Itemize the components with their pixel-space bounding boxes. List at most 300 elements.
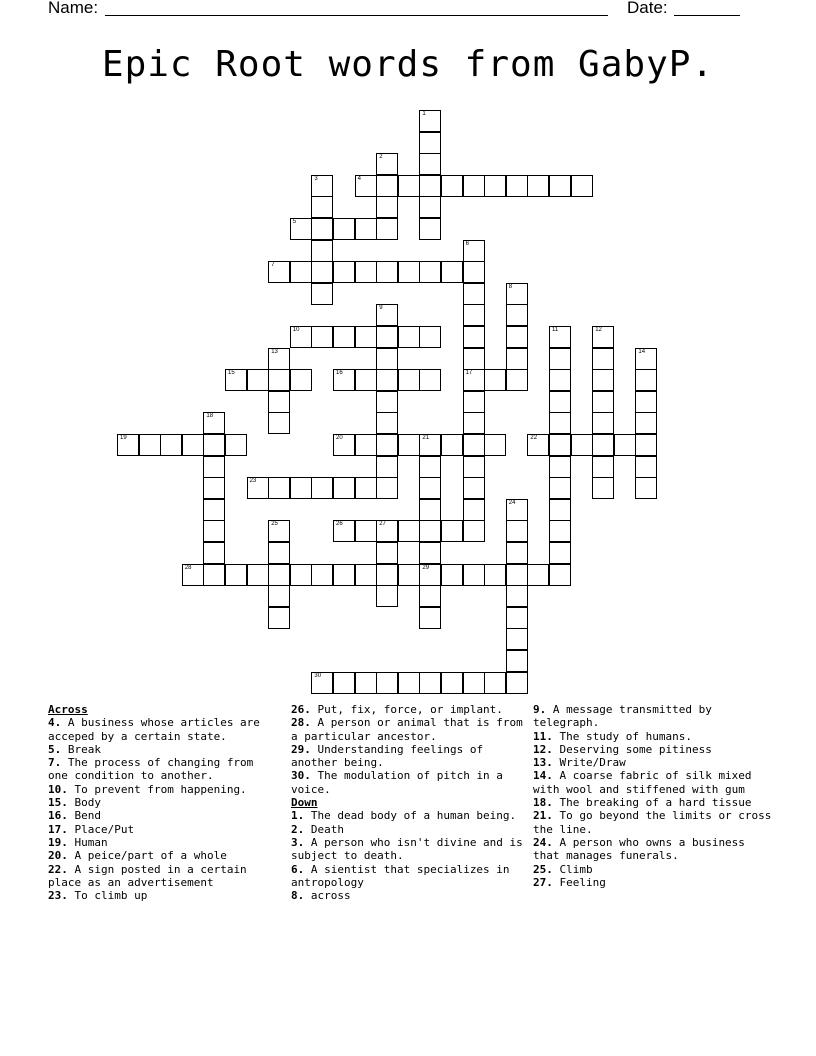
clue-item — [48, 756, 278, 783]
crossword-cell[interactable] — [592, 369, 614, 391]
crossword-cell[interactable] — [376, 196, 398, 218]
clue-number: 9. — [533, 703, 547, 716]
crossword-cell[interactable] — [203, 520, 225, 542]
crossword-cell[interactable] — [398, 369, 420, 391]
crossword-cell[interactable] — [311, 283, 333, 305]
crossword-cell[interactable] — [419, 261, 441, 283]
crossword-cell[interactable] — [441, 175, 463, 197]
crossword-cell[interactable] — [419, 542, 441, 564]
clue-item — [291, 703, 529, 716]
crossword-cell[interactable] — [247, 564, 269, 586]
crossword-cell[interactable] — [268, 607, 290, 629]
clue-text: Feeling — [552, 875, 606, 889]
crossword-cell[interactable] — [268, 585, 290, 607]
crossword-cell[interactable] — [398, 326, 420, 348]
crossword-cell[interactable] — [203, 477, 225, 499]
crossword-cell[interactable] — [506, 304, 528, 326]
clue-item — [533, 863, 778, 876]
crossword-cell[interactable] — [549, 412, 571, 434]
crossword-cell[interactable] — [506, 585, 528, 607]
clue-number: 10. — [48, 782, 68, 796]
clue-number: 7. — [48, 756, 62, 770]
crossword-cell[interactable] — [592, 456, 614, 478]
clue-item — [291, 769, 529, 796]
crossword-cell[interactable] — [203, 456, 225, 478]
crossword-cell[interactable] — [376, 369, 398, 391]
crossword-cell[interactable] — [290, 261, 312, 283]
clue-item — [48, 849, 278, 862]
cell-number: 9 — [379, 305, 383, 312]
crossword-cell[interactable] — [635, 391, 657, 413]
crossword-cell[interactable] — [463, 499, 485, 521]
crossword-cell[interactable] — [484, 672, 506, 694]
crossword-cell[interactable] — [463, 304, 485, 326]
clue-text: Deserving some pitiness — [552, 742, 712, 756]
crossword-cell[interactable] — [203, 434, 225, 456]
crossword-cell[interactable] — [506, 175, 528, 197]
crossword-cell[interactable] — [592, 434, 614, 456]
crossword-cell[interactable] — [441, 434, 463, 456]
clue-number: 13. — [533, 756, 553, 770]
crossword-cell[interactable] — [463, 240, 485, 262]
clue-text: The dead body of a human being. — [304, 809, 517, 823]
clue-number: 27. — [533, 875, 553, 889]
cell-number: 17 — [465, 370, 473, 377]
clue-text: The process of changing from one condition to another. — [48, 756, 254, 783]
crossword-cell[interactable] — [635, 412, 657, 434]
clue-text: Climb — [552, 862, 593, 876]
crossword-cell[interactable] — [225, 434, 247, 456]
clue-number: 4. — [48, 716, 62, 730]
crossword-cell[interactable] — [419, 218, 441, 240]
crossword-cell[interactable] — [355, 672, 377, 694]
crossword-cell[interactable] — [441, 564, 463, 586]
crossword-cell[interactable] — [441, 672, 463, 694]
cell-number: 7 — [271, 262, 275, 269]
crossword-cell[interactable] — [527, 564, 549, 586]
crossword-cell[interactable] — [484, 369, 506, 391]
crossword-cell[interactable] — [463, 261, 485, 283]
crossword-cell[interactable] — [355, 261, 377, 283]
crossword-cell[interactable] — [463, 391, 485, 413]
clue-item — [48, 863, 278, 890]
clue-item — [291, 823, 529, 836]
crossword-cell[interactable] — [549, 477, 571, 499]
crossword-cell[interactable] — [463, 175, 485, 197]
crossword-cell[interactable] — [376, 348, 398, 370]
clue-item — [291, 889, 529, 902]
crossword-cell[interactable] — [376, 261, 398, 283]
crossword-cell[interactable] — [355, 175, 377, 197]
clue-text: A business whose articles are acceped by a certain state. — [48, 716, 260, 743]
crossword-cell[interactable] — [419, 153, 441, 175]
crossword-cell[interactable] — [635, 456, 657, 478]
crossword-cell[interactable] — [419, 110, 441, 132]
clue-column-3 — [533, 703, 778, 889]
crossword-cell[interactable] — [506, 520, 528, 542]
crossword-cell[interactable] — [549, 456, 571, 478]
crossword-cell[interactable] — [419, 434, 441, 456]
crossword-cell[interactable] — [355, 477, 377, 499]
crossword-cell[interactable] — [527, 434, 549, 456]
clue-text: To prevent from happening. — [67, 782, 247, 796]
crossword-cell[interactable] — [355, 520, 377, 542]
cell-number: 24 — [508, 499, 516, 506]
crossword-cell[interactable] — [592, 477, 614, 499]
clue-number: 26. — [291, 703, 311, 716]
crossword-cell[interactable] — [592, 412, 614, 434]
date-label: Date: — [627, 0, 668, 17]
crossword-cell[interactable] — [355, 564, 377, 586]
clue-number: 21. — [533, 809, 553, 823]
crossword-cell[interactable] — [419, 564, 441, 586]
crossword-cell[interactable] — [333, 326, 355, 348]
crossword-cell[interactable] — [635, 477, 657, 499]
crossword-cell[interactable] — [419, 196, 441, 218]
crossword-cell[interactable] — [311, 196, 333, 218]
crossword-cell[interactable] — [311, 564, 333, 586]
cell-number: 28 — [184, 564, 192, 571]
crossword-cell[interactable] — [463, 477, 485, 499]
crossword-cell[interactable] — [355, 369, 377, 391]
clue-number: 5. — [48, 742, 62, 756]
clue-number: 30. — [291, 769, 311, 783]
crossword-cell[interactable] — [592, 348, 614, 370]
crossword-cell[interactable] — [635, 434, 657, 456]
clue-text: A peice/part of a whole — [67, 849, 227, 863]
crossword-cell[interactable] — [549, 175, 571, 197]
crossword-cell[interactable] — [571, 434, 593, 456]
clue-item — [533, 836, 778, 863]
cell-number: 25 — [271, 521, 278, 528]
crossword-cell[interactable] — [139, 434, 161, 456]
crossword-cell[interactable] — [355, 434, 377, 456]
crossword-cell[interactable] — [376, 434, 398, 456]
clue-list — [48, 703, 788, 993]
crossword-cell[interactable] — [549, 499, 571, 521]
crossword-cell[interactable] — [441, 520, 463, 542]
crossword-cell[interactable] — [419, 369, 441, 391]
crossword-cell[interactable] — [247, 369, 269, 391]
clue-item — [48, 809, 278, 822]
crossword-cell[interactable] — [398, 564, 420, 586]
clue-number: 18. — [533, 796, 553, 810]
crossword-cell[interactable] — [182, 564, 204, 586]
crossword-cell[interactable] — [376, 456, 398, 478]
crossword-cell[interactable] — [376, 326, 398, 348]
crossword-cell[interactable] — [463, 434, 485, 456]
clue-number: 29. — [291, 742, 311, 756]
crossword-cell[interactable] — [506, 499, 528, 521]
crossword-cell[interactable] — [635, 348, 657, 370]
crossword-cell[interactable] — [441, 261, 463, 283]
clue-text: A message transmitted by telegraph. — [533, 703, 712, 730]
crossword-cell[interactable] — [549, 564, 571, 586]
crossword-cell[interactable] — [117, 434, 139, 456]
clue-number: 23. — [48, 889, 68, 903]
crossword-cell[interactable] — [419, 326, 441, 348]
crossword-cell[interactable] — [463, 369, 485, 391]
crossword-cell[interactable] — [398, 672, 420, 694]
crossword-cell[interactable] — [463, 564, 485, 586]
clue-text: Put, fix, force, or implant. — [310, 703, 503, 716]
crossword-cell[interactable] — [311, 261, 333, 283]
crossword-cell[interactable] — [333, 261, 355, 283]
crossword-cell[interactable] — [247, 477, 269, 499]
crossword-cell[interactable] — [333, 369, 355, 391]
crossword-cell[interactable] — [376, 542, 398, 564]
cell-number: 22 — [530, 435, 538, 441]
clue-number: 2. — [291, 822, 305, 836]
crossword-cell[interactable] — [203, 412, 225, 434]
crossword-cell[interactable] — [506, 650, 528, 672]
crossword-cell[interactable] — [311, 240, 333, 262]
crossword-cell[interactable] — [419, 672, 441, 694]
clue-number: 20. — [48, 849, 68, 863]
crossword-cell[interactable] — [225, 564, 247, 586]
cell-number: 2 — [379, 154, 383, 161]
crossword-cell[interactable] — [376, 304, 398, 326]
clue-number: 6. — [291, 862, 305, 876]
crossword-cell[interactable] — [290, 369, 312, 391]
clue-number: 19. — [48, 835, 68, 849]
cell-number: 29 — [422, 564, 430, 571]
clue-text: The modulation of pitch in a voice. — [291, 769, 503, 796]
crossword-cell[interactable] — [419, 456, 441, 478]
crossword-cell[interactable] — [311, 672, 333, 694]
clue-text: Write/Draw — [552, 756, 626, 770]
clue-text: Death — [304, 822, 344, 836]
crossword-cell[interactable] — [398, 175, 420, 197]
crossword-cell[interactable] — [268, 412, 290, 434]
name-label: Name: — [48, 0, 99, 17]
clue-item — [48, 796, 278, 809]
clue-item — [533, 703, 778, 730]
clue-number: 8. — [291, 889, 305, 903]
clue-item — [291, 716, 529, 743]
clue-number: 17. — [48, 822, 68, 836]
crossword-cell[interactable] — [419, 520, 441, 542]
crossword-cell[interactable] — [268, 369, 290, 391]
clue-number: 1. — [291, 809, 305, 823]
crossword-cell[interactable] — [527, 175, 549, 197]
crossword-cell[interactable] — [549, 326, 571, 348]
crossword-cell[interactable] — [506, 326, 528, 348]
cell-number: 4 — [357, 175, 361, 182]
crossword-cell[interactable] — [549, 520, 571, 542]
clue-text: Understanding feelings of another being. — [291, 742, 484, 770]
crossword-cell[interactable] — [463, 283, 485, 305]
crossword-cell[interactable] — [376, 153, 398, 175]
crossword-cell[interactable] — [592, 391, 614, 413]
crossword-cell[interactable] — [506, 283, 528, 305]
crossword-cell[interactable] — [463, 520, 485, 542]
crossword-cell[interactable] — [160, 434, 182, 456]
clue-text: A person or animal that is from a particular ancestor. — [291, 716, 523, 743]
crossword-cell[interactable] — [311, 477, 333, 499]
crossword-cell[interactable] — [506, 628, 528, 650]
cell-number: 14 — [638, 348, 646, 355]
crossword-cell[interactable] — [333, 520, 355, 542]
crossword-cell[interactable] — [333, 672, 355, 694]
crossword-cell[interactable] — [419, 477, 441, 499]
clue-number: 24. — [533, 835, 553, 849]
clue-text: A sientist that specializes in antropology — [291, 862, 510, 889]
cell-number: 20 — [336, 435, 343, 441]
crossword-cell[interactable] — [290, 326, 312, 348]
clue-text: Bend — [67, 809, 101, 823]
crossword-cell[interactable] — [419, 175, 441, 197]
crossword-cell[interactable] — [419, 132, 441, 154]
crossword-cell[interactable] — [182, 434, 204, 456]
crossword-cell[interactable] — [549, 542, 571, 564]
clue-text: Body — [67, 796, 101, 810]
clue-number: 3. — [291, 835, 305, 849]
crossword-cell[interactable] — [614, 434, 636, 456]
crossword-cell[interactable] — [376, 564, 398, 586]
crossword-cell[interactable] — [225, 369, 247, 391]
crossword-cell[interactable] — [463, 348, 485, 370]
crossword-cell[interactable] — [549, 391, 571, 413]
clue-column-2 — [291, 703, 529, 902]
cell-number: 8 — [508, 283, 513, 290]
crossword-cell[interactable] — [463, 412, 485, 434]
clue-number: 15. — [48, 796, 68, 810]
crossword-cell[interactable] — [376, 412, 398, 434]
cell-number: 21 — [422, 435, 430, 441]
clue-text: The breaking of a hard tissue — [552, 796, 752, 810]
clue-item — [533, 730, 778, 743]
crossword-cell[interactable] — [376, 585, 398, 607]
crossword-cell[interactable] — [333, 434, 355, 456]
crossword-cell[interactable] — [419, 499, 441, 521]
crossword-cell[interactable] — [333, 477, 355, 499]
clue-number: 16. — [48, 809, 68, 823]
cell-number: 23 — [249, 478, 257, 485]
crossword-cell[interactable] — [203, 542, 225, 564]
clue-number: 28. — [291, 716, 311, 730]
crossword-cell[interactable] — [311, 326, 333, 348]
crossword-cell[interactable] — [290, 218, 312, 240]
clue-item — [533, 809, 778, 836]
clue-item — [291, 743, 529, 770]
crossword-cell[interactable] — [290, 477, 312, 499]
crossword-cell[interactable] — [203, 499, 225, 521]
clue-text: To go beyond the limits or cross the line. — [533, 809, 772, 836]
clue-number: 14. — [533, 769, 553, 783]
crossword-cell[interactable] — [506, 348, 528, 370]
crossword-cell[interactable] — [398, 434, 420, 456]
clue-item — [533, 756, 778, 769]
crossword-cell[interactable] — [506, 369, 528, 391]
crossword-cell[interactable] — [268, 348, 290, 370]
crossword-cell[interactable] — [635, 369, 657, 391]
crossword-cell[interactable] — [419, 607, 441, 629]
clue-item — [533, 769, 778, 796]
crossword-cell[interactable] — [311, 218, 333, 240]
crossword-cell[interactable] — [549, 434, 571, 456]
crossword-cell[interactable] — [268, 520, 290, 542]
clue-item — [533, 796, 778, 809]
clue-number: 22. — [48, 862, 68, 876]
crossword-cell[interactable] — [549, 369, 571, 391]
cell-number: 5 — [292, 219, 297, 225]
crossword-cell[interactable] — [506, 672, 528, 694]
crossword-cell[interactable] — [376, 672, 398, 694]
clue-text: Place/Put — [67, 822, 135, 836]
crossword-cell[interactable] — [398, 261, 420, 283]
cell-number: 1 — [422, 111, 426, 117]
crossword-cell[interactable] — [355, 218, 377, 240]
clue-item — [48, 743, 278, 756]
crossword-cell[interactable] — [484, 564, 506, 586]
crossword-cell[interactable] — [463, 326, 485, 348]
across-heading: Across — [48, 703, 88, 716]
cell-number: 13 — [271, 348, 278, 355]
clue-text: across — [304, 889, 351, 903]
crossword-cell[interactable] — [311, 175, 333, 197]
cell-number: 10 — [292, 327, 300, 333]
cell-number: 16 — [336, 370, 343, 377]
crossword-cell[interactable] — [506, 564, 528, 586]
cell-number: 30 — [314, 672, 322, 679]
clue-item — [291, 809, 529, 822]
crossword-cell[interactable] — [333, 564, 355, 586]
crossword-cell[interactable] — [376, 520, 398, 542]
crossword-cell[interactable] — [333, 218, 355, 240]
puzzle-title: Epic Root words from GabyP. — [101, 44, 715, 85]
crossword-cell[interactable] — [484, 434, 506, 456]
crossword-cell[interactable] — [268, 477, 290, 499]
crossword-cell[interactable] — [376, 477, 398, 499]
crossword-cell[interactable] — [549, 348, 571, 370]
cell-number: 12 — [595, 327, 602, 333]
crossword-cell[interactable] — [463, 456, 485, 478]
cell-number: 15 — [228, 370, 235, 377]
crossword-cell[interactable] — [376, 391, 398, 413]
crossword-cell[interactable] — [290, 564, 312, 586]
crossword-cell[interactable] — [355, 326, 377, 348]
clue-item — [48, 716, 278, 743]
crossword-cell[interactable] — [463, 672, 485, 694]
crossword-cell[interactable] — [398, 520, 420, 542]
crossword-cell[interactable] — [506, 607, 528, 629]
crossword-cell[interactable] — [484, 175, 506, 197]
clue-text: The study of humans. — [552, 729, 692, 743]
crossword-cell[interactable] — [376, 218, 398, 240]
crossword-cell[interactable] — [268, 564, 290, 586]
clue-text: Human — [67, 835, 108, 849]
cell-number: 19 — [120, 435, 127, 441]
crossword-cell[interactable] — [268, 542, 290, 564]
crossword-cell[interactable] — [203, 564, 225, 586]
crossword-cell[interactable] — [571, 175, 593, 197]
cell-number: 18 — [206, 413, 214, 420]
clue-item — [533, 743, 778, 756]
crossword-cell[interactable] — [376, 175, 398, 197]
crossword-cell[interactable] — [268, 391, 290, 413]
clue-number: 12. — [533, 742, 553, 756]
crossword-cell[interactable] — [268, 261, 290, 283]
cell-number: 26 — [336, 521, 343, 528]
clue-text: A coarse fabric of silk mixed with wool and stiffened with gum — [533, 769, 752, 796]
clue-text: To climb up — [67, 889, 148, 903]
cell-number: 6 — [465, 240, 469, 247]
crossword-cell[interactable] — [506, 542, 528, 564]
crossword-cell[interactable] — [592, 326, 614, 348]
crossword-cell[interactable] — [419, 585, 441, 607]
clue-text: A sign posted in a certain place as an advertisement — [48, 862, 247, 889]
